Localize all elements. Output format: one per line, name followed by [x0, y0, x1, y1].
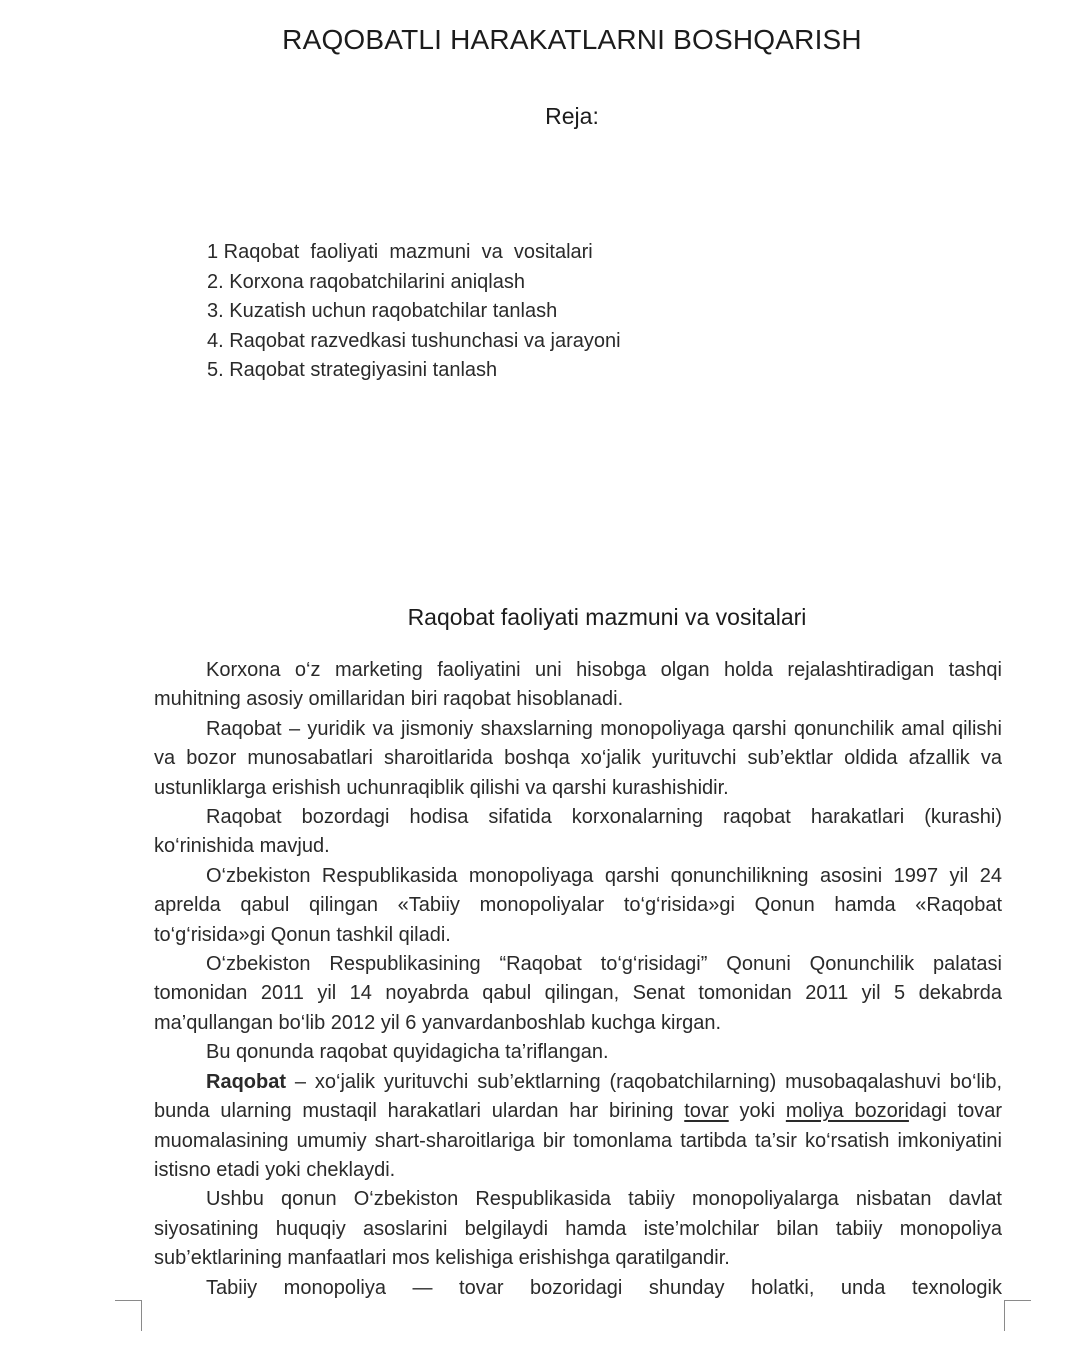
- paragraph-definition: [154, 1068, 1002, 1186]
- paragraph: O‘zbekiston Respublikasining “Raqobat to‘g‘risidagi” Qonuni Qonunchilik palatasi tomonidan 2011 yil 14 noyabrda qabul qilingan, Senat tomonidan 2011 yil 5 dekabrda ma’qullangan bo‘lib 2012 yil 6 yanvardanboshlab kuchga kirgan.: [154, 953, 1002, 1034]
- page-corner-mark-right: [1004, 1300, 1031, 1331]
- link-moliya-bozori[interactable]: moliya bozori: [785, 1100, 909, 1123]
- plan-heading: Reja:: [545, 103, 599, 129]
- paragraph: Raqobat bozordagi hodisa sifatida korxonalarning raqobat harakatlari (kurashi) ko‘rinishida mavjud.: [154, 806, 1002, 858]
- paragraph: Raqobat – yuridik va jismoniy shaxslarning monopoliyaga qarshi qonunchilik amal qilishi va bozor munosabatlari sharoitlarida boshqa xo‘jalik yurituvchi sub’ektlar oldida afzallik va ustunliklarga erishish uchunraqiblik qilishi va qarshi kurashishidir.: [154, 717, 1002, 799]
- paragraph-text: – xo‘jalik yurituvchi sub’ektlarning (raqobatchilarning) musobaqalashuvi bo‘lib, bunda ularning mustaqil harakatlari ulardan har birining: [154, 1070, 1002, 1123]
- paragraph: Tabiiy monopoliya — tovar bozoridagi shunday holatki, unda texnologik: [206, 1276, 1002, 1299]
- document-title: RAQOBATLI HARAKATLARNI BOSHQARISH: [282, 24, 862, 55]
- paragraph: O‘zbekiston Respublikasida monopoliyaga qarshi qonunchilikning asosini 1997 yil 24 aprelda qabul qilingan «Tabiiy monopoliyalar to‘g‘risida»gi Qonun hamda «Raqobat to‘g‘risida»gi Qonun tashkil qiladi.: [154, 864, 1002, 946]
- paragraph: Ushbu qonun O‘zbekiston Respublikasida tabiiy monopoliyalarga nisbatan davlat siyosatining huquqiy asoslarini belgilaydi hamda iste’molchilar bilan tabiiy monopoliya sub’ektlarining manfaatlari mos kelishiga erishishga qaratilgandir.: [154, 1188, 1002, 1270]
- paragraph: Korxona o‘z marketing faoliyatini uni hisobga olgan holda rejalashtiradigan tashqi muhitning asosiy omillaridan biri raqobat hisoblanadi.: [154, 659, 1002, 711]
- plan-item: 1 Raqobat faoliyati mazmuni va vositalari: [207, 241, 593, 263]
- section-heading: Raqobat faoliyati mazmuni va vositalari: [407, 604, 807, 630]
- plan-list: [207, 238, 621, 386]
- paragraph-text: yoki: [728, 1100, 786, 1123]
- paragraph-text: dagi tovar muomalasining umumiy shart-sharoitlariga bir tomonlama tartibda ta’sir ko‘rsatish imkoniyatini istisno etadi yoki cheklaydi.: [154, 1100, 1002, 1181]
- link-tovar[interactable]: tovar: [684, 1100, 729, 1123]
- plan-item: 5. Raqobat strategiyasini tanlash: [207, 359, 498, 381]
- plan-item: 2. Korxona raqobatchilarini aniqlash: [207, 270, 525, 293]
- body-text: [154, 656, 1002, 1303]
- plan-item: 4. Raqobat razvedkasi tushunchasi va jarayoni: [207, 329, 621, 352]
- paragraph: Bu qonunda raqobat quyidagicha ta’riflangan.: [206, 1041, 609, 1064]
- bold-term: Raqobat: [206, 1070, 286, 1093]
- plan-item: 3. Kuzatish uchun raqobatchilar tanlash: [207, 300, 558, 322]
- page-corner-mark-left: [115, 1300, 142, 1331]
